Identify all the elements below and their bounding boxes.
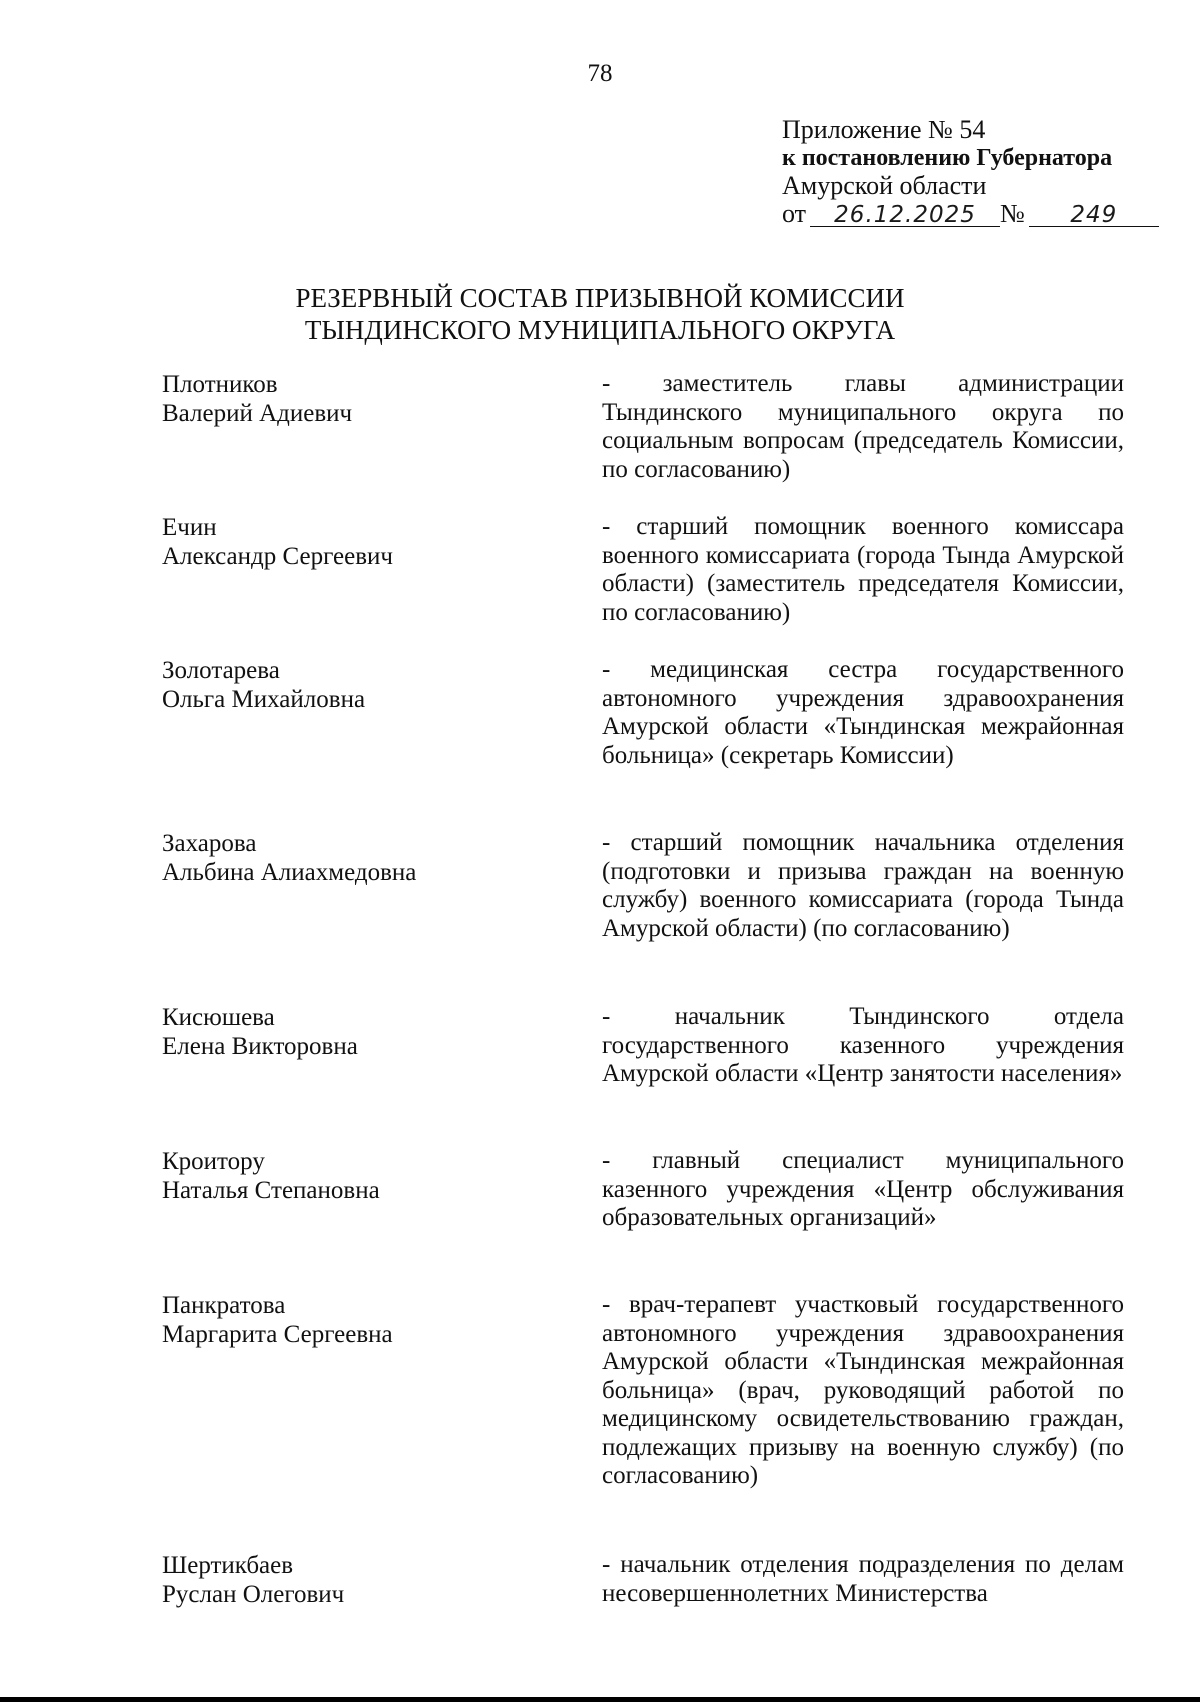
handwritten-number: 249 <box>1029 204 1159 227</box>
member-role: - старший помощник начальника отделения (подготовки и призыва граждан на военную службу) военного комиссариата (города Тында Амурской области) (по согласованию) <box>602 829 1124 942</box>
member-name <box>162 513 582 571</box>
appendix-region: Амурской области <box>782 171 987 200</box>
member-surname: Ечин <box>162 514 217 541</box>
title-line-1: РЕЗЕРВНЫЙ СОСТАВ ПРИЗЫВНОЙ КОМИССИИ <box>295 283 905 313</box>
appendix-block <box>782 116 1172 228</box>
date-prefix: от <box>782 199 807 228</box>
member-given-name: Маргарита Сергеевна <box>162 1321 393 1348</box>
member-name <box>162 1551 582 1609</box>
member-surname: Плотников <box>162 371 278 398</box>
member-role: - медицинская сестра государственного автономного учреждения здравоохранения Амурской области «Тындинская межрайонная больница» (секретарь Комиссии) <box>602 656 1124 769</box>
member-surname: Золотарева <box>162 657 280 684</box>
member-role: - начальник отделения подразделения по делам несовершеннолетних Министерства <box>602 1551 1124 1607</box>
member-name <box>162 829 582 887</box>
member-given-name: Александр Сергеевич <box>162 543 393 570</box>
member-name <box>162 1291 582 1349</box>
appendix-date-line <box>782 200 1172 228</box>
member-given-name: Альбина Алиахмедовна <box>162 859 417 886</box>
member-given-name: Елена Викторовна <box>162 1033 358 1060</box>
member-role: - врач-терапевт участковый государственного автономного учреждения здравоохранения Амурской области «Тындинская межрайонная больница» (врач, руководящий работой по медицинскому освидетельствованию граждан, подлежащих призыву на военную службу) (по согласованию) <box>602 1291 1124 1489</box>
scan-bottom-edge <box>0 1697 1200 1702</box>
document-title <box>0 282 1200 346</box>
member-surname: Шертикбаев <box>162 1552 294 1579</box>
appendix-reference: к постановлению Губернатора <box>782 145 1113 171</box>
number-prefix: № <box>1000 199 1025 228</box>
handwritten-date: 26.12.2025 <box>810 204 1000 227</box>
member-given-name: Наталья Степановна <box>162 1177 380 1204</box>
member-role: - начальник Тындинского отдела государственного казенного учреждения Амурской области «Центр занятости населения» <box>602 1003 1124 1087</box>
member-given-name: Ольга Михайловна <box>162 686 366 713</box>
page-number: 78 <box>587 60 613 87</box>
member-name <box>162 1003 582 1061</box>
member-given-name: Валерий Адиевич <box>162 400 353 427</box>
member-role: - главный специалист муниципального казенного учреждения «Центр обслуживания образовательных организаций» <box>602 1147 1124 1231</box>
member-name <box>162 1147 582 1205</box>
appendix-title: Приложение № 54 <box>782 115 986 144</box>
member-name <box>162 370 582 428</box>
member-surname: Кисюшева <box>162 1004 275 1031</box>
member-role: - старший помощник военного комиссара военного комиссариата (города Тында Амурской области) (заместитель председателя Комиссии, по согласованию) <box>602 513 1124 626</box>
member-role: - заместитель главы администрации Тындинского муниципального округа по социальным вопросам (председатель Комиссии, по согласованию) <box>602 370 1124 483</box>
member-surname: Захарова <box>162 830 257 857</box>
member-surname: Кроитору <box>162 1148 265 1175</box>
title-line-2: ТЫНДИНСКОГО МУНИЦИПАЛЬНОГО ОКРУГА <box>304 315 896 345</box>
member-given-name: Руслан Олегович <box>162 1581 345 1608</box>
member-name <box>162 656 582 714</box>
member-surname: Панкратова <box>162 1292 286 1319</box>
